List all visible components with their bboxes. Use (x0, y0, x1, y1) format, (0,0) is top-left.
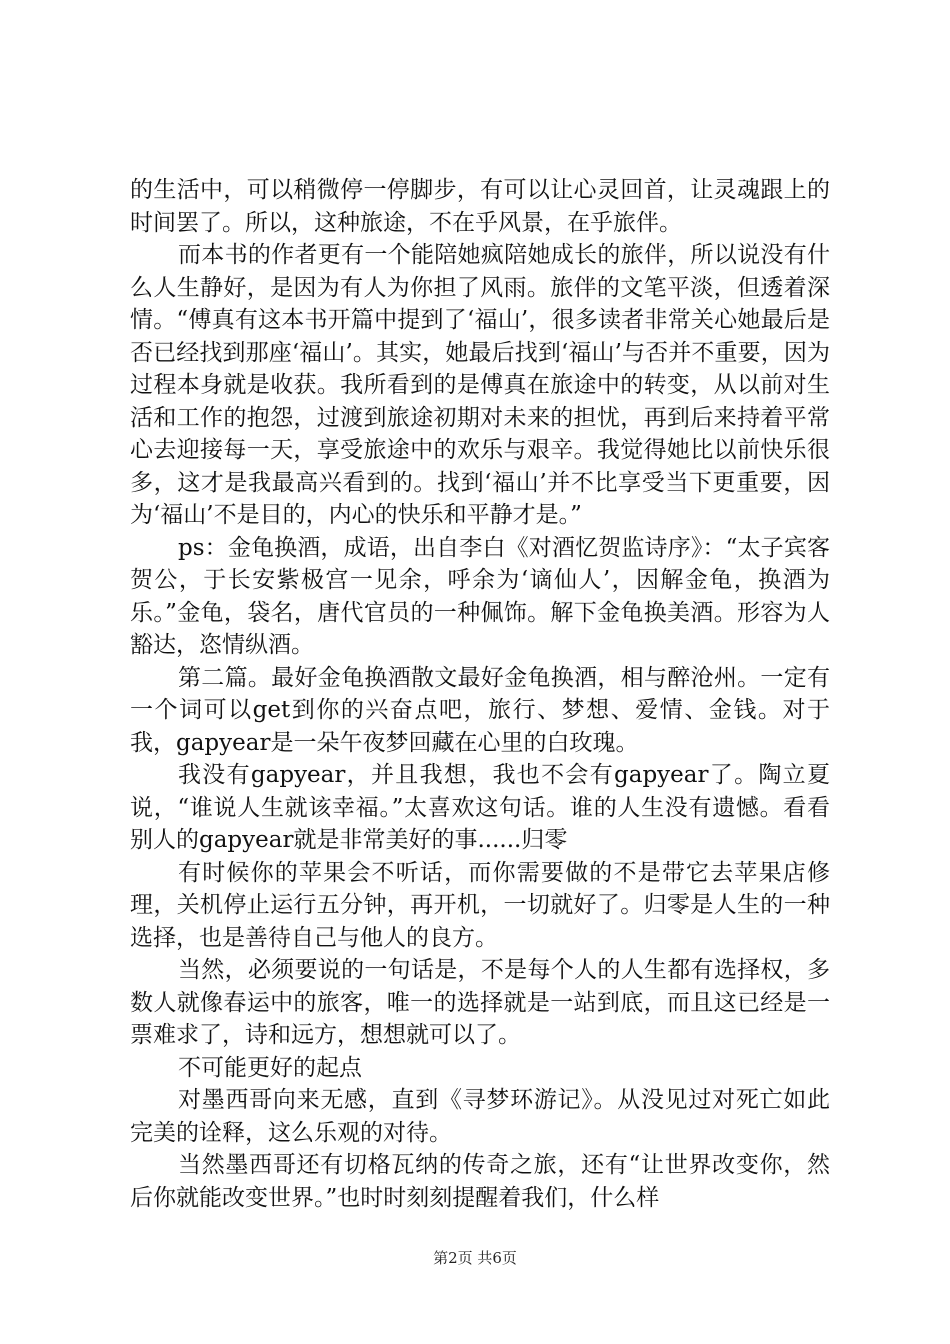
paragraph-7: 当然，必须要说的一句话是，不是每个人的人生都有选择权，多数人就像春运中的旅客，唯一的选择就是一站到底，而且这已经是一票难求了，诗和远方，想想就可以了。 (130, 957, 830, 1048)
page-number-footer: 第2页 共6页 (433, 1249, 517, 1267)
paragraph-4: 第二篇。最好金龟换酒散文最好金龟换酒，相与醉沧州。一定有一个词可以get到你的兴奋点吧，旅行、梦想、爱情、金钱。对于我，gapyear是一朵午夜梦回藏在心里的白玫瑰。 (130, 664, 830, 756)
paragraph-8: 对墨西哥向来无感，直到《寻梦环游记》。从没见过对死亡如此完美的诠释，这么乐观的对待。 (130, 1087, 830, 1146)
paragraph-9: 当然墨西哥还有切格瓦纳的传奇之旅，还有“让世界改变你，然后你就能改变世界。”也时时刻刻提醒着我们，什么样 (130, 1152, 830, 1211)
section-heading: 不可能更好的起点 (178, 1054, 362, 1081)
paragraph-3: ps：金龟换酒，成语，出自李白《对酒忆贺监诗序》：“太子宾客贺公，于长安紫极宫一见余，呼余为‘谪仙人’，因解金龟，换酒为乐。”金龟，袋名，唐代官员的一种佩饰。解下金龟换美酒。形容为人豁达，恣情纵酒。 (130, 534, 830, 658)
paragraph-1: 的生活中，可以稍微停一停脚步，有可以让心灵回首，让灵魂跟上的时间罢了。所以，这种旅途，不在乎风景，在乎旅伴。 (130, 177, 830, 236)
paragraph-2: 而本书的作者更有一个能陪她疯陪她成长的旅伴，所以说没有什么人生静好，是因为有人为你担了风雨。旅伴的文笔平淡，但透着深情。“傅真有这本书开篇中提到了‘福山’，很多读者非常关心她最后是否已经找到那座‘福山’。其实，她最后找到‘福山’与否并不重要，因为过程本身就是收获。我所看到的是傅真在旅途中的转变，从以前对生活和工作的抱怨，过渡到旅途初期对未来的担忧，再到后来持着平常心去迎接每一天，享受旅途中的欢乐与艰辛。我觉得她比以前快乐很多，这才是我最高兴看到的。找到‘福山’并不比享受当下更重要，因为‘福山’不是目的，内心的快乐和平静才是。” (130, 242, 830, 528)
paragraph-5: 我没有gapyear，并且我想，我也不会有gapyear了。陶立夏说，“谁说人生就该幸福。”太喜欢这句话。谁的人生没有遗憾。看看别人的gapyear就是非常美好的事......归零 (130, 762, 830, 853)
document-body (130, 174, 830, 1214)
paragraph-6: 有时候你的苹果会不听话，而你需要做的不是带它去苹果店修理，关机停止运行五分钟，再开机，一切就好了。归零是人生的一种选择，也是善待自己与他人的良方。 (130, 859, 830, 951)
